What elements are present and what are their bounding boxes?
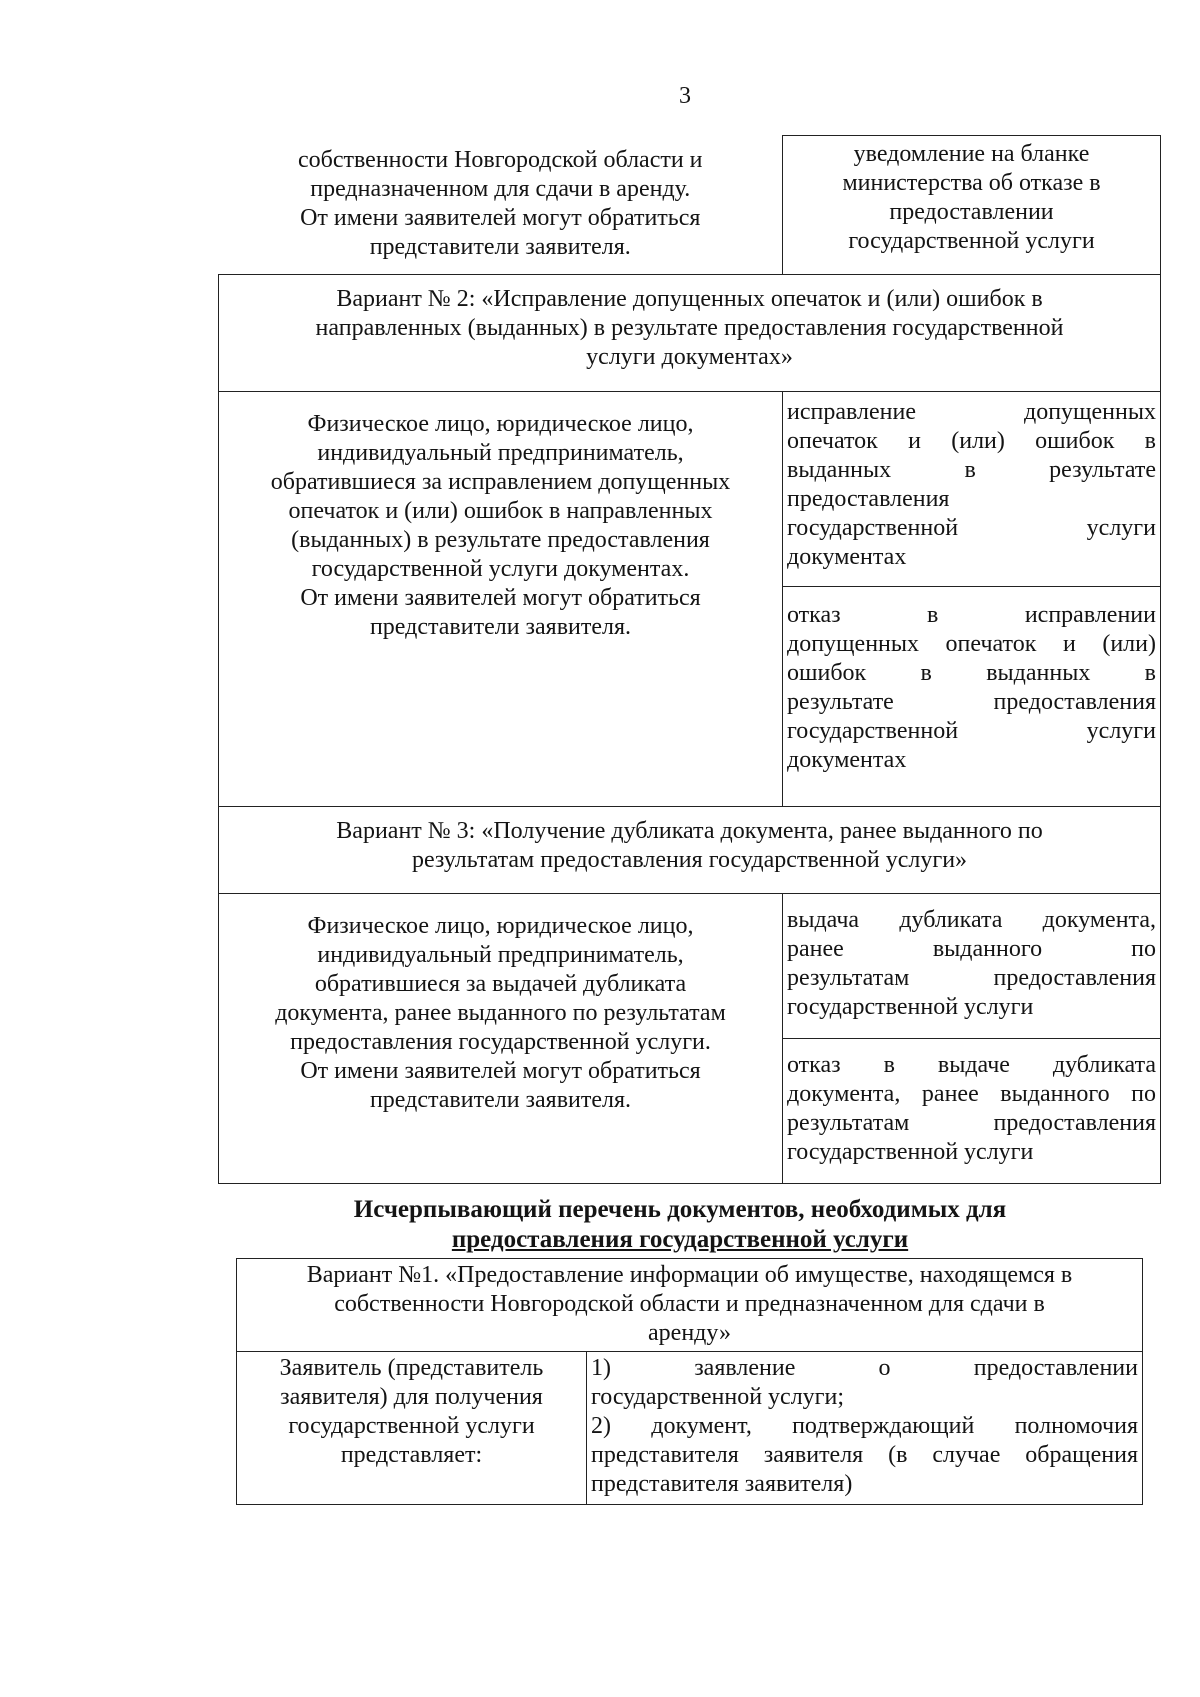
text-line: индивидуальный предприниматель,: [317, 941, 684, 968]
text-line: представителя заявителя): [591, 1471, 853, 1497]
heading-line: предоставления государственной услуги: [451, 1226, 909, 1253]
text-line: документах: [787, 543, 907, 570]
documents-cell: [587, 1352, 1143, 1505]
text-line: государственной услуги: [288, 1413, 535, 1439]
text-line: документа, ранее выданного по: [787, 1080, 1156, 1107]
text-line: предназначенном для сдачи в аренду.: [310, 175, 691, 202]
text-line: государственной услуги: [787, 514, 1156, 541]
table-row: [237, 1259, 1143, 1352]
result-cell: [783, 893, 1161, 1038]
text-line: (выданных) в результате предоставления: [291, 526, 710, 553]
text-line: представители заявителя.: [369, 613, 632, 640]
table-row: [219, 136, 1161, 275]
text-line: результатам предоставления: [787, 964, 1156, 991]
text-line: заявителя) для получения: [280, 1384, 543, 1410]
applicant-cell: [219, 136, 783, 275]
text-line: представляет:: [340, 1442, 483, 1468]
table-row: [219, 893, 1161, 1038]
text-line: выданных в результате: [787, 456, 1156, 483]
text-line: От имени заявителей могут обратиться: [300, 204, 701, 231]
text-line: государственной услуги;: [591, 1384, 845, 1410]
text-line: государственной услуги: [787, 1138, 1034, 1165]
applicant-cell: [219, 893, 783, 1183]
text-line: направленных (выданных) в результате предоставления государственной: [315, 314, 1064, 341]
result-cell: [783, 391, 1161, 586]
text-line: отказ в исправлении: [787, 601, 1156, 628]
text-line: Вариант №1. «Предоставление информации об имуществе, находящемся в: [306, 1262, 1073, 1288]
text-line: ошибок в выданных в: [787, 659, 1156, 686]
result-cell: [783, 136, 1161, 275]
text-line: От имени заявителей могут обратиться: [300, 584, 701, 611]
text-line: 1) заявление о предоставлении: [591, 1355, 1138, 1381]
table-row: [219, 391, 1161, 586]
text-line: индивидуальный предприниматель,: [317, 439, 684, 466]
text-line: государственной услуги: [787, 993, 1034, 1020]
text-line: министерства об отказе в: [842, 170, 1101, 196]
text-line: От имени заявителей могут обратиться: [300, 1057, 701, 1084]
text-line: опечаток и (или) ошибок в направленных: [288, 497, 713, 524]
text-line: предоставлении: [889, 199, 1054, 225]
text-line: предоставления: [787, 485, 950, 512]
text-line: представителя заявителя (в случае обращения: [591, 1442, 1138, 1468]
table-row: [219, 806, 1161, 893]
text-line: опечаток и (или) ошибок в: [787, 427, 1156, 454]
heading-line: Исчерпывающий перечень документов, необходимых для: [353, 1196, 1007, 1223]
table-row: [237, 1352, 1143, 1505]
text-line: государственной услуги: [787, 717, 1156, 744]
text-line: Вариант № 3: «Получение дубликата документа, ранее выданного по: [336, 817, 1043, 844]
applicant-cell: [219, 391, 783, 806]
text-line: собственности Новгородской области и: [297, 146, 703, 173]
text-line: результатам предоставления государственной услуги»: [411, 846, 968, 873]
section-heading: [220, 1195, 1140, 1255]
text-line: результатам предоставления: [787, 1109, 1156, 1136]
text-line: государственной услуги: [848, 228, 1095, 254]
text-line: ранее выданного по: [787, 935, 1156, 962]
text-line: аренду»: [648, 1320, 731, 1346]
table-row: [219, 274, 1161, 391]
result-cell: [783, 1038, 1161, 1183]
variant-3-title: [219, 806, 1161, 893]
page-number: 3: [679, 83, 691, 109]
text-line: услуги документах»: [586, 343, 793, 370]
text-line: предоставления государственной услуги.: [290, 1028, 711, 1055]
text-line: документах: [787, 746, 907, 773]
text-line: Физическое лицо, юридическое лицо,: [307, 912, 694, 939]
text-line: представители заявителя.: [369, 1086, 632, 1113]
text-line: исправление допущенных: [787, 398, 1156, 425]
text-line: обратившиеся за исправлением допущенных: [270, 468, 731, 495]
text-line: Заявитель (представитель: [279, 1355, 544, 1381]
applicant-cell: [237, 1352, 587, 1505]
variant-1-title: [237, 1259, 1143, 1352]
text-line: результате предоставления: [787, 688, 1156, 715]
text-line: отказ в выдаче дубликата: [787, 1051, 1156, 1078]
text-line: собственности Новгородской области и предназначенном для сдачи в: [334, 1291, 1045, 1317]
text-line: государственной услуги документах.: [311, 555, 690, 582]
variants-table: [218, 135, 1161, 1184]
text-line: Физическое лицо, юридическое лицо,: [307, 410, 694, 437]
text-line: Вариант № 2: «Исправление допущенных опечаток и (или) ошибок в: [336, 285, 1043, 312]
text-line: выдача дубликата документа,: [787, 906, 1156, 933]
text-line: обратившиеся за выдачей дубликата: [314, 970, 687, 997]
variant-2-title: [219, 274, 1161, 391]
text-line: 2) документ, подтверждающий полномочия: [591, 1413, 1138, 1439]
text-line: документа, ранее выданного по результатам: [275, 999, 726, 1026]
documents-table: [236, 1258, 1143, 1505]
text-line: допущенных опечаток и (или): [787, 630, 1156, 657]
text-line: представители заявителя.: [369, 233, 631, 260]
result-cell: [783, 586, 1161, 806]
text-line: уведомление на бланке: [853, 141, 1090, 167]
